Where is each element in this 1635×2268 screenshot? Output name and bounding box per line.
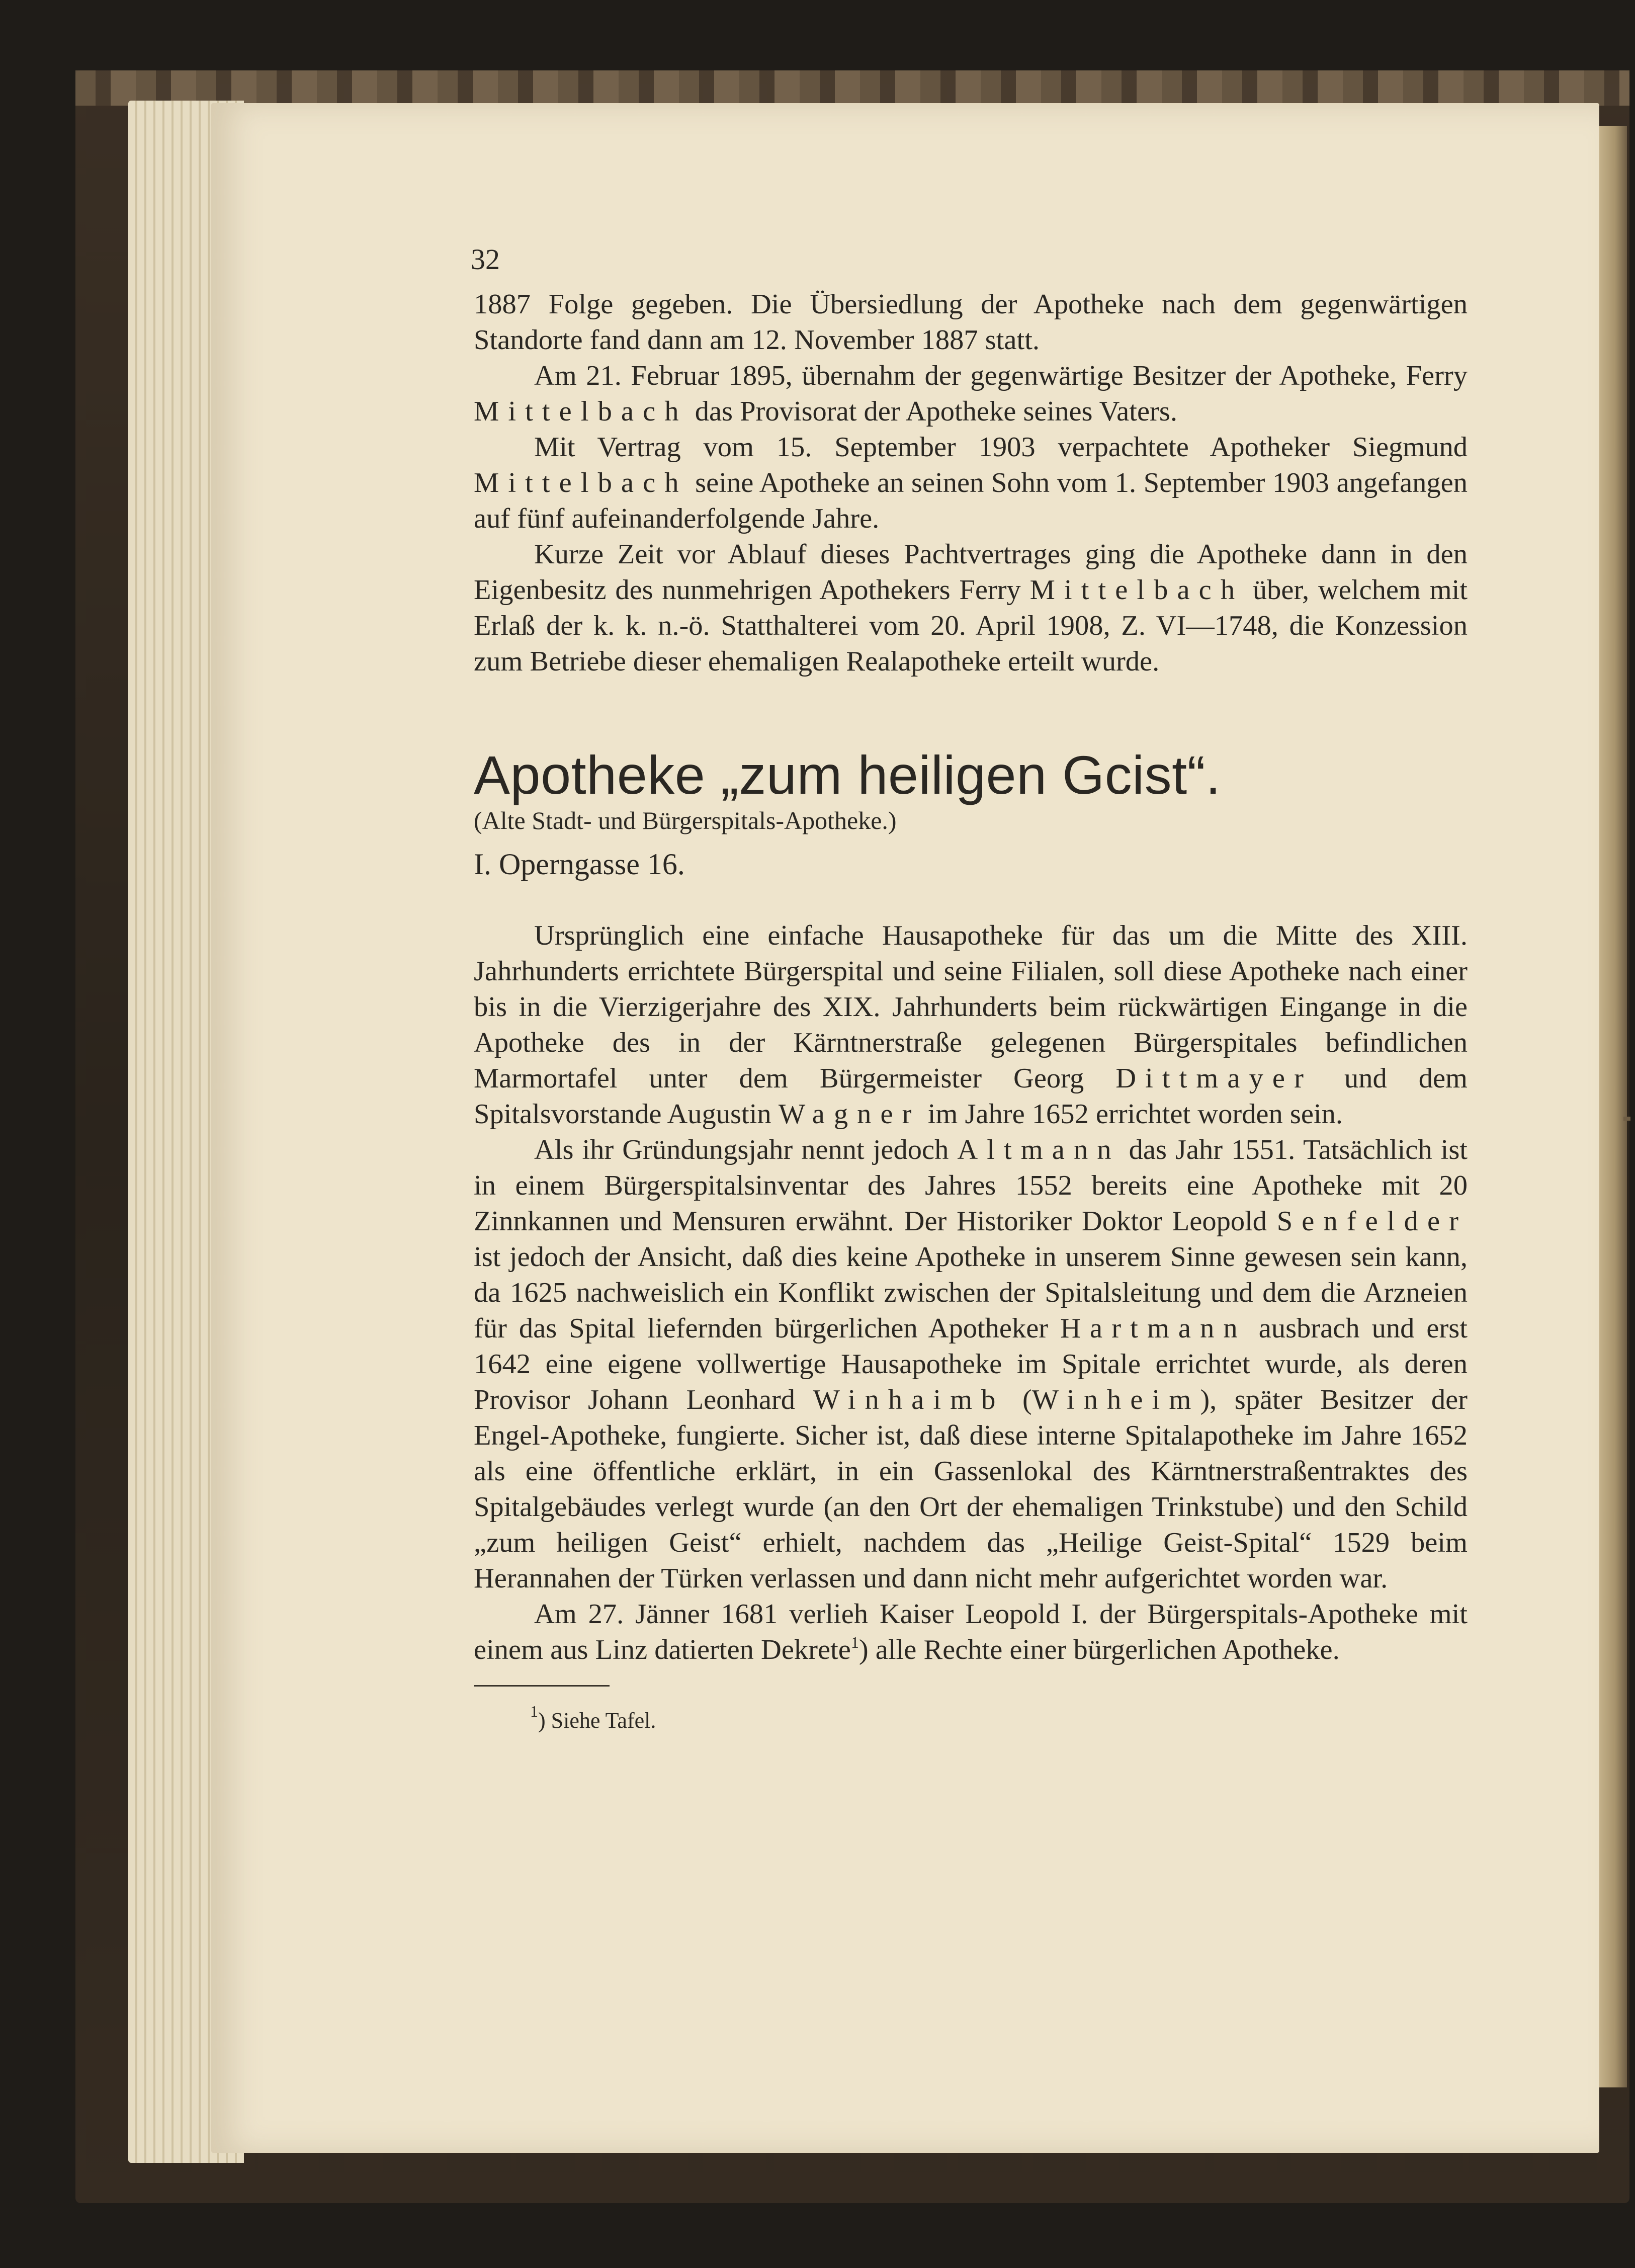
emphasized-name: Senfelder <box>1276 1206 1468 1237</box>
book-gutter-edge <box>1597 126 1627 2087</box>
emphasized-name: Winhaimb <box>813 1384 1005 1415</box>
emphasized-name: Dittmayer <box>1115 1063 1313 1094</box>
paragraph-text: ), später Besitzer der Engel-Apotheke, fungierte. Sicher ist, daß diese interne Spitalapotheke im Jahre 1652 als eine öffentliche erklärt, in ein Gassenlokal des Kärntnerstraßentraktes des Spitalgebäudes verlegt wurde (an den Ort der ehemaligen Trinkstube) und den Schild „zum heiligen Geist“ erhielt, nachdem das „Heilige Geist-Spital“ 1529 beim Herannahen der Türken verlassen und dann nicht mehr aufgerichtet worden war. <box>474 1384 1468 1594</box>
body-paragraph <box>474 918 1468 1132</box>
paragraph-text: das Jahr 1551. Tatsächlich ist in einem Bürgerspitalsinventar des Jahres 1552 bereits eine Apotheke mit 20 Zinnkannen und Mensuren erwähnt. Der Historiker Doktor Leopold <box>474 1134 1468 1237</box>
paragraph-text: Am 21. Februar 1895, übernahm der gegenwärtige Besitzer der Apotheke, Ferry <box>534 360 1468 391</box>
emphasized-name: Mittelbach <box>1029 574 1244 606</box>
paragraph-text: im Jahre 1652 errichtet worden sein. <box>920 1099 1343 1130</box>
section-subtitle: (Alte Stadt- und Bürgerspitals-Apotheke.) <box>474 806 897 834</box>
intro-paragraph <box>474 287 1468 358</box>
intro-paragraph <box>474 537 1468 680</box>
paragraph-text: 1887 Folge gegeben. Die Übersiedlung der Apotheke nach dem gegenwärtigen Standorte fand dann am 12. November 1887 statt. <box>474 289 1468 356</box>
emphasized-name: Wagner <box>778 1099 921 1130</box>
emphasized-name: Mittelbach <box>474 467 688 498</box>
intro-paragraph <box>474 358 1468 430</box>
paragraph-text: ( <box>1004 1384 1032 1415</box>
emphasized-name: Winheim <box>1031 1384 1200 1415</box>
emphasized-name: Mittelbach <box>474 396 688 427</box>
body-section <box>474 918 1468 1668</box>
page-number: 32 <box>471 243 500 276</box>
page-text-block <box>474 241 1468 1735</box>
gutter-mark <box>1623 1117 1630 1121</box>
paragraph-text: ) alle Rechte einer bürgerlichen Apotheke. <box>858 1634 1340 1665</box>
emphasized-name: Hartmann <box>1060 1313 1247 1344</box>
paragraph-text: seine Apotheke an seinen Sohn vom 1. September 1903 angefangen auf fünf aufeinanderfolgende Jahre. <box>474 467 1468 534</box>
section-address: I. Operngasse 16. <box>474 848 685 881</box>
section-heading <box>474 745 1468 883</box>
paragraph-text: Mit Vertrag vom 15. September 1903 verpachtete Apotheker Siegmund <box>534 432 1468 463</box>
emphasized-name: Altmann <box>957 1134 1121 1165</box>
paragraph-text: Am 27. Jänner 1681 verlieh Kaiser Leopold I. der Bürgerspitals-Apotheke mit einem aus Linz datierten Dekrete <box>474 1599 1468 1665</box>
paragraph-text: und dem Spitalsvorstande Augustin <box>474 1063 1468 1130</box>
body-paragraph <box>474 1132 1468 1597</box>
paragraph-text: ist jedoch der Ansicht, daß dies keine Apotheke in unserem Sinne gewesen sein kann, da 1625 nachweislich ein Konflikt zwischen der Spitalsleitung und dem die Arzneien für das Spital liefernden bürgerlichen Apotheker <box>474 1241 1468 1344</box>
paragraph-text: über, welchem mit Erlaß der k. k. n.-ö. Statthalterei vom 20. April 1908, Z. VI—1748, die Konzession zum Betriebe dieser ehemaligen Realapotheke erteilt wurde. <box>474 574 1468 677</box>
footnote <box>474 1702 1468 1735</box>
body-paragraph <box>474 1597 1468 1668</box>
paragraph-text: das Provisorat der Apotheke seines Vaters. <box>687 396 1177 427</box>
footnote-reference: 1 <box>850 1633 859 1651</box>
book-cover-top-edge <box>75 70 1629 106</box>
intro-paragraph <box>474 430 1468 537</box>
paragraph-text: Als ihr Gründungsjahr nennt jedoch <box>534 1134 958 1165</box>
paragraph-text: Ursprünglich eine einfache Hausapotheke für das um die Mitte des XIII. Jahrhunderts errichtete Bürgerspital und seine Filialen, soll diese Apotheke nach einer bis in die Vierzigerjahre des XIX. Jahrhunderts beim rückwärtigen Eingange in die Apotheke des in der Kärntnerstraße gelegenen Bürgerspitales befindlichen Marmortafel unter dem Bürgermeister Georg <box>474 920 1468 1094</box>
paragraph-text: ausbrach und erst 1642 eine eigene vollwertige Hausapotheke im Spitale errichtet wurde, als deren Provisor Johann Leonhard <box>474 1313 1468 1415</box>
intro-section <box>474 287 1468 680</box>
footnote-text: ) Siehe Tafel. <box>538 1708 656 1733</box>
footnote-marker: 1 <box>530 1702 538 1720</box>
section-title: Apotheke „zum heiligen Gcist“. <box>474 744 1221 805</box>
paragraph-text: Kurze Zeit vor Ablauf dieses Pachtvertrages ging die Apotheke dann in den Eigenbesitz des nunmehrigen Apothekers Ferry <box>474 539 1468 606</box>
